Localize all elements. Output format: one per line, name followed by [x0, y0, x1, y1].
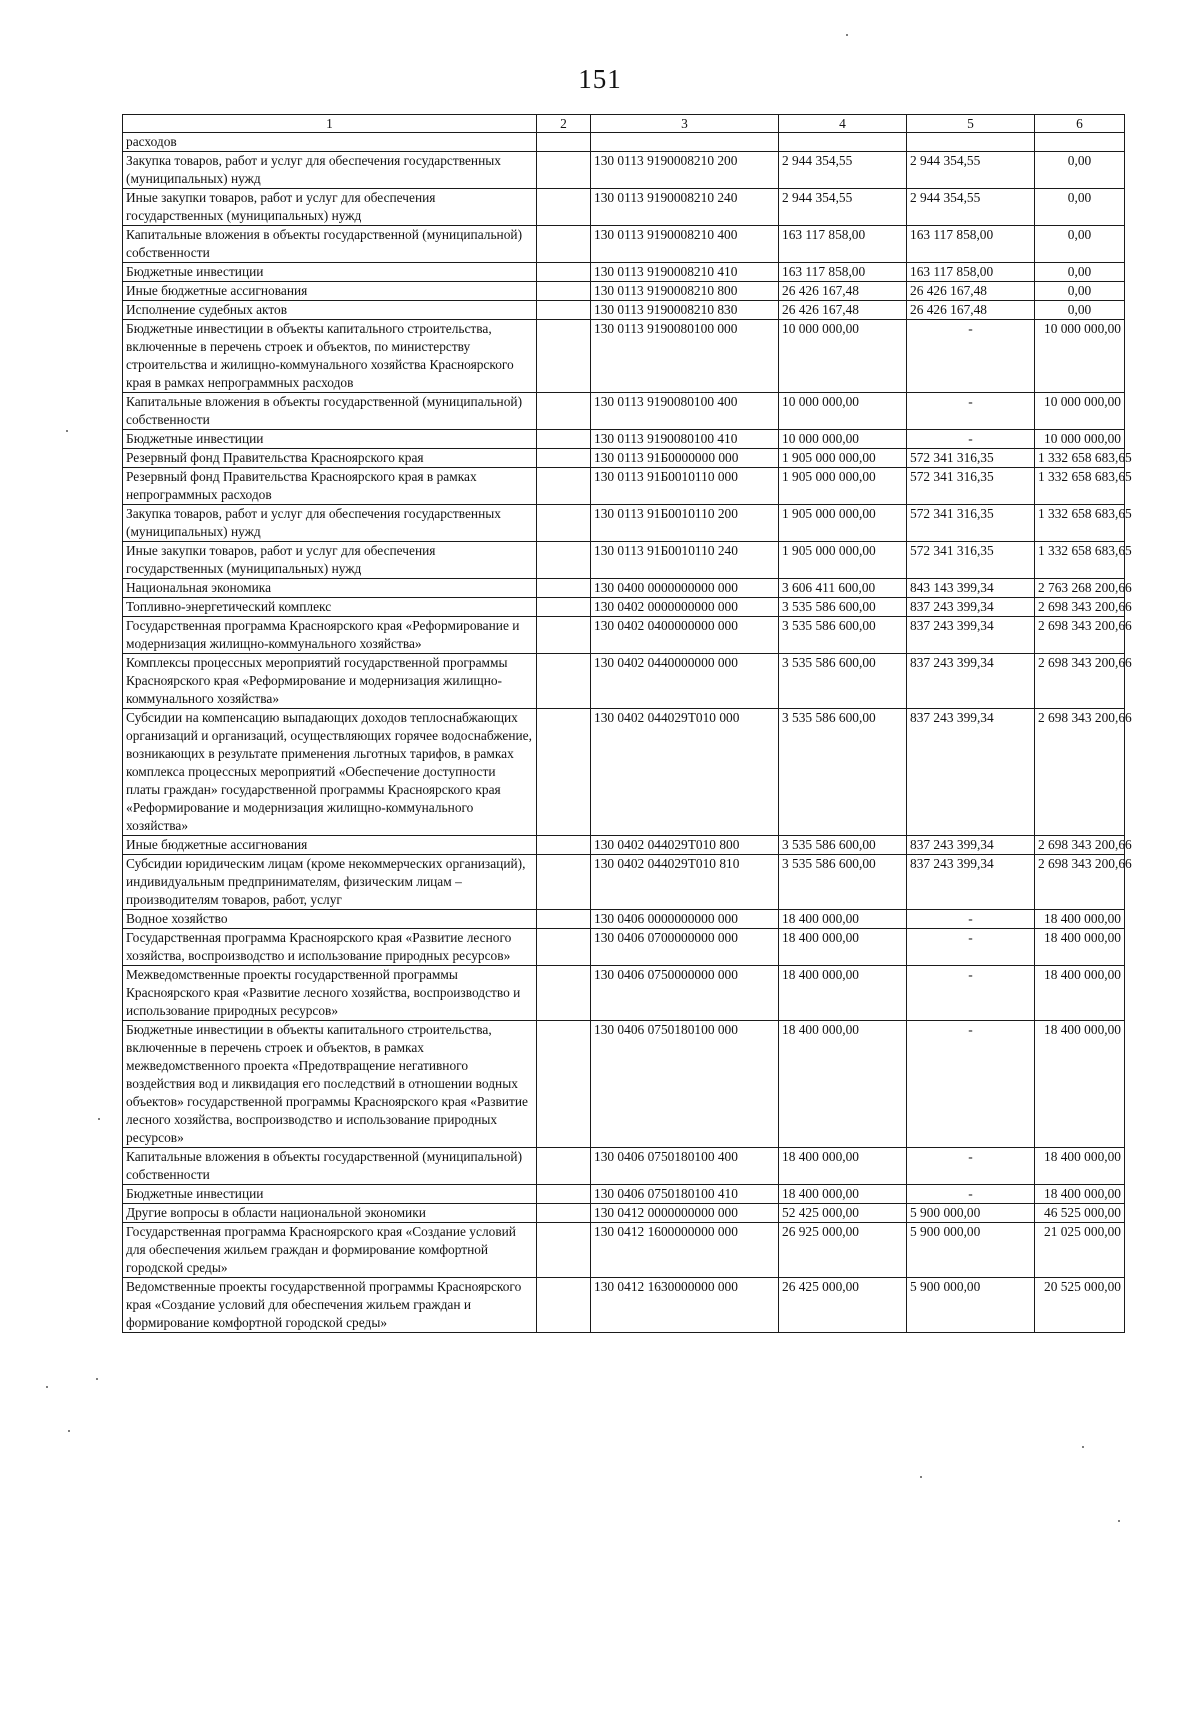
table-row: [123, 1185, 1125, 1204]
cell-amount-remaining: 0,00: [1035, 282, 1125, 301]
cell-amount-remaining: 2 763 268 200,66: [1035, 579, 1125, 598]
table-row: [123, 542, 1125, 579]
cell-amount-remaining: 18 400 000,00: [1035, 1021, 1125, 1148]
cell-col2: [537, 579, 591, 598]
cell-amount-total: 52 425 000,00: [779, 1204, 907, 1223]
cell-name: Бюджетные инвестиции в объекты капитального строительства, включенные в перечень строек и объектов, в рамках межведомственного проекта «Предотвращение негативного воздействия вод и ликвидация его последствий в отношении водных объектов» государственной программы Красноярского края «Развитие лесного хозяйства, воспроизводство и использование природных ресурсов»: [123, 1021, 537, 1148]
cell-code: 130 0406 0700000000 000: [591, 929, 779, 966]
scan-speck: [66, 430, 68, 432]
scan-speck: [1118, 1520, 1120, 1522]
table-row: [123, 709, 1125, 836]
cell-col2: [537, 1185, 591, 1204]
table-row: [123, 282, 1125, 301]
cell-code: 130 0113 91Б0010110 200: [591, 505, 779, 542]
cell-amount-total: 3 606 411 600,00: [779, 579, 907, 598]
table-row: [123, 1021, 1125, 1148]
cell-col2: [537, 449, 591, 468]
table-row: [123, 836, 1125, 855]
cell-amount-total: 3 535 586 600,00: [779, 855, 907, 910]
cell-name: Бюджетные инвестиции в объекты капитального строительства, включенные в перечень строек и объектов, по министерству строительства и жилищно-коммунального хозяйства Красноярского края в рамках непрограммных расходов: [123, 320, 537, 393]
cell-amount-used: 837 243 399,34: [907, 836, 1035, 855]
cell-amount-remaining: 2 698 343 200,66: [1035, 654, 1125, 709]
cell-amount-total: 3 535 586 600,00: [779, 617, 907, 654]
cell-col2: [537, 393, 591, 430]
table-row: [123, 393, 1125, 430]
cell-col2: [537, 542, 591, 579]
cell-code: 130 0400 0000000000 000: [591, 579, 779, 598]
cell-amount-total: 18 400 000,00: [779, 1148, 907, 1185]
cell-amount-used: 837 243 399,34: [907, 617, 1035, 654]
cell-amount-remaining: 1 332 658 683,65: [1035, 542, 1125, 579]
cell-code: 130 0113 91Б0010110 240: [591, 542, 779, 579]
cell-amount-total: 163 117 858,00: [779, 226, 907, 263]
cell-amount-remaining: 21 025 000,00: [1035, 1223, 1125, 1278]
cell-code: 130 0113 91Б0000000 000: [591, 449, 779, 468]
table-row: [123, 133, 1125, 152]
cell-code: 130 0402 044029Т010 000: [591, 709, 779, 836]
cell-name: Государственная программа Красноярского края «Создание условий для обеспечения жильем граждан и формирование комфортной городской среды»: [123, 1223, 537, 1278]
scan-speck: [46, 1386, 48, 1388]
cell-amount-used: -: [907, 320, 1035, 393]
cell-amount-used: 837 243 399,34: [907, 654, 1035, 709]
cell-amount-total: 163 117 858,00: [779, 263, 907, 282]
cell-amount-used: 572 341 316,35: [907, 542, 1035, 579]
cell-col2: [537, 189, 591, 226]
table-row: [123, 263, 1125, 282]
cell-amount-remaining: 1 332 658 683,65: [1035, 505, 1125, 542]
table-row: [123, 1278, 1125, 1333]
cell-amount-total: 3 535 586 600,00: [779, 654, 907, 709]
cell-col2: [537, 617, 591, 654]
cell-col2: [537, 468, 591, 505]
cell-amount-remaining: 18 400 000,00: [1035, 1148, 1125, 1185]
cell-amount-remaining: [1035, 133, 1125, 152]
table-row: [123, 579, 1125, 598]
cell-code: 130 0406 0750180100 000: [591, 1021, 779, 1148]
cell-name: Другие вопросы в области национальной экономики: [123, 1204, 537, 1223]
cell-amount-used: 5 900 000,00: [907, 1204, 1035, 1223]
cell-amount-total: 18 400 000,00: [779, 910, 907, 929]
cell-name: Иные бюджетные ассигнования: [123, 282, 537, 301]
cell-amount-total: 3 535 586 600,00: [779, 836, 907, 855]
cell-amount-remaining: 0,00: [1035, 263, 1125, 282]
cell-name: Ведомственные проекты государственной программы Красноярского края «Создание условий для обеспечения жильем граждан и формирование комфортной городской среды»: [123, 1278, 537, 1333]
scan-speck: [96, 1378, 98, 1380]
cell-code: 130 0412 1630000000 000: [591, 1278, 779, 1333]
cell-col2: [537, 709, 591, 836]
cell-code: 130 0113 9190008210 400: [591, 226, 779, 263]
cell-name: Национальная экономика: [123, 579, 537, 598]
cell-col2: [537, 301, 591, 320]
cell-amount-used: 572 341 316,35: [907, 505, 1035, 542]
cell-code: 130 0412 1600000000 000: [591, 1223, 779, 1278]
scan-speck: [68, 1430, 70, 1432]
cell-amount-total: 26 426 167,48: [779, 301, 907, 320]
cell-code: 130 0406 0750000000 000: [591, 966, 779, 1021]
cell-amount-total: 10 000 000,00: [779, 430, 907, 449]
table-row: [123, 320, 1125, 393]
cell-amount-used: 26 426 167,48: [907, 282, 1035, 301]
table-row: [123, 449, 1125, 468]
cell-amount-total: 2 944 354,55: [779, 152, 907, 189]
cell-amount-used: 5 900 000,00: [907, 1278, 1035, 1333]
cell-amount-remaining: 0,00: [1035, 152, 1125, 189]
cell-name: Субсидии юридическим лицам (кроме некоммерческих организаций), индивидуальным предпринимателям, физическим лицам – производителям товаров, работ, услуг: [123, 855, 537, 910]
cell-amount-remaining: 2 698 343 200,66: [1035, 855, 1125, 910]
cell-name: Государственная программа Красноярского края «Реформирование и модернизация жилищно-коммунального хозяйства»: [123, 617, 537, 654]
cell-amount-remaining: 0,00: [1035, 226, 1125, 263]
cell-amount-used: 2 944 354,55: [907, 152, 1035, 189]
cell-code: 130 0113 9190008210 410: [591, 263, 779, 282]
cell-amount-remaining: 18 400 000,00: [1035, 929, 1125, 966]
budget-table: [122, 114, 1132, 1333]
scan-speck: [98, 1118, 100, 1120]
cell-amount-used: 5 900 000,00: [907, 1223, 1035, 1278]
table-row: [123, 929, 1125, 966]
table-row: [123, 468, 1125, 505]
cell-col2: [537, 598, 591, 617]
cell-name: Бюджетные инвестиции: [123, 1185, 537, 1204]
cell-col2: [537, 966, 591, 1021]
column-header-1: 1: [123, 115, 537, 133]
table-row: [123, 910, 1125, 929]
cell-name: Комплексы процессных мероприятий государственной программы Красноярского края «Реформирование и модернизация жилищно-коммунального хозяйства»: [123, 654, 537, 709]
cell-name: Иные бюджетные ассигнования: [123, 836, 537, 855]
cell-code: 130 0113 9190080100 410: [591, 430, 779, 449]
cell-amount-used: 843 143 399,34: [907, 579, 1035, 598]
column-header-4: 4: [779, 115, 907, 133]
cell-amount-total: 18 400 000,00: [779, 966, 907, 1021]
header-row: [123, 115, 1125, 133]
table-row: [123, 430, 1125, 449]
cell-code: 130 0113 91Б0010110 000: [591, 468, 779, 505]
cell-amount-used: 572 341 316,35: [907, 468, 1035, 505]
column-header-5: 5: [907, 115, 1035, 133]
cell-amount-total: 18 400 000,00: [779, 1021, 907, 1148]
cell-amount-remaining: 18 400 000,00: [1035, 910, 1125, 929]
cell-amount-used: 26 426 167,48: [907, 301, 1035, 320]
cell-amount-total: 26 425 000,00: [779, 1278, 907, 1333]
scan-speck: [1082, 1446, 1084, 1448]
page-number: 151: [578, 64, 622, 94]
cell-name: Резервный фонд Правительства Красноярского края в рамках непрограммных расходов: [123, 468, 537, 505]
cell-col2: [537, 910, 591, 929]
cell-name: Капитальные вложения в объекты государственной (муниципальной) собственности: [123, 1148, 537, 1185]
cell-col2: [537, 320, 591, 393]
cell-amount-used: -: [907, 393, 1035, 430]
table-row: [123, 301, 1125, 320]
cell-col2: [537, 152, 591, 189]
cell-col2: [537, 1204, 591, 1223]
cell-amount-remaining: 1 332 658 683,65: [1035, 468, 1125, 505]
cell-code: [591, 133, 779, 152]
cell-col2: [537, 929, 591, 966]
cell-amount-remaining: 46 525 000,00: [1035, 1204, 1125, 1223]
cell-col2: [537, 263, 591, 282]
cell-code: 130 0402 0400000000 000: [591, 617, 779, 654]
cell-amount-used: -: [907, 430, 1035, 449]
table-row: [123, 505, 1125, 542]
cell-amount-used: [907, 133, 1035, 152]
cell-amount-total: 18 400 000,00: [779, 1185, 907, 1204]
cell-amount-remaining: 0,00: [1035, 301, 1125, 320]
cell-amount-total: 1 905 000 000,00: [779, 449, 907, 468]
cell-amount-used: 837 243 399,34: [907, 855, 1035, 910]
cell-name: Водное хозяйство: [123, 910, 537, 929]
cell-name: Резервный фонд Правительства Красноярского края: [123, 449, 537, 468]
cell-amount-remaining: 2 698 343 200,66: [1035, 836, 1125, 855]
cell-name: Бюджетные инвестиции: [123, 430, 537, 449]
cell-col2: [537, 133, 591, 152]
cell-code: 130 0402 044029Т010 810: [591, 855, 779, 910]
cell-amount-remaining: 2 698 343 200,66: [1035, 598, 1125, 617]
cell-amount-remaining: 10 000 000,00: [1035, 393, 1125, 430]
cell-amount-total: 1 905 000 000,00: [779, 505, 907, 542]
cell-code: 130 0113 9190080100 400: [591, 393, 779, 430]
cell-amount-remaining: 18 400 000,00: [1035, 966, 1125, 1021]
cell-col2: [537, 654, 591, 709]
table-body: [123, 133, 1132, 1333]
cell-code: 130 0406 0750180100 400: [591, 1148, 779, 1185]
cell-amount-total: 26 426 167,48: [779, 282, 907, 301]
scan-speck: [846, 34, 848, 36]
cell-col2: [537, 855, 591, 910]
cell-code: 130 0402 044029Т010 800: [591, 836, 779, 855]
cell-amount-used: 2 944 354,55: [907, 189, 1035, 226]
cell-name: Закупка товаров, работ и услуг для обеспечения государственных (муниципальных) нужд: [123, 505, 537, 542]
cell-col2: [537, 282, 591, 301]
cell-col2: [537, 226, 591, 263]
cell-name: Топливно-энергетический комплекс: [123, 598, 537, 617]
cell-amount-total: 1 905 000 000,00: [779, 542, 907, 579]
cell-amount-total: 26 925 000,00: [779, 1223, 907, 1278]
cell-col2: [537, 1148, 591, 1185]
cell-amount-used: 163 117 858,00: [907, 263, 1035, 282]
cell-amount-used: 837 243 399,34: [907, 598, 1035, 617]
column-header-6: 6: [1035, 115, 1125, 133]
table-row: [123, 189, 1125, 226]
cell-name: Закупка товаров, работ и услуг для обеспечения государственных (муниципальных) нужд: [123, 152, 537, 189]
cell-amount-total: 10 000 000,00: [779, 393, 907, 430]
cell-name: Исполнение судебных актов: [123, 301, 537, 320]
table-row: [123, 598, 1125, 617]
table-row: [123, 1223, 1125, 1278]
cell-name: Межведомственные проекты государственной программы Красноярского края «Развитие лесного хозяйства, воспроизводство и использование природных ресурсов»: [123, 966, 537, 1021]
cell-amount-total: 1 905 000 000,00: [779, 468, 907, 505]
cell-col2: [537, 430, 591, 449]
cell-name: расходов: [123, 133, 537, 152]
table-row: [123, 226, 1125, 263]
cell-amount-total: 3 535 586 600,00: [779, 709, 907, 836]
cell-code: 130 0406 0750180100 410: [591, 1185, 779, 1204]
cell-name: Иные закупки товаров, работ и услуг для обеспечения государственных (муниципальных) нужд: [123, 542, 537, 579]
cell-amount-remaining: 18 400 000,00: [1035, 1185, 1125, 1204]
cell-amount-used: -: [907, 910, 1035, 929]
cell-amount-remaining: 2 698 343 200,66: [1035, 709, 1125, 836]
cell-col2: [537, 505, 591, 542]
cell-amount-used: -: [907, 966, 1035, 1021]
cell-amount-remaining: 2 698 343 200,66: [1035, 617, 1125, 654]
scan-speck: [920, 1476, 922, 1478]
cell-amount-used: -: [907, 1148, 1035, 1185]
cell-name: Иные закупки товаров, работ и услуг для обеспечения государственных (муниципальных) нужд: [123, 189, 537, 226]
cell-amount-used: 163 117 858,00: [907, 226, 1035, 263]
cell-amount-remaining: 1 332 658 683,65: [1035, 449, 1125, 468]
cell-amount-used: -: [907, 1021, 1035, 1148]
cell-amount-total: 3 535 586 600,00: [779, 598, 907, 617]
cell-code: 130 0113 9190008210 200: [591, 152, 779, 189]
table-row: [123, 1148, 1125, 1185]
cell-amount-total: 2 944 354,55: [779, 189, 907, 226]
cell-name: Государственная программа Красноярского края «Развитие лесного хозяйства, воспроизводство и использование природных ресурсов»: [123, 929, 537, 966]
table-row: [123, 654, 1125, 709]
cell-name: Субсидии на компенсацию выпадающих доходов теплоснабжающих организаций и организаций, осуществляющих горячее водоснабжение, возникающих в результате применения льготных тарифов, в рамках комплекса процессных мероприятий «Обеспечение доступности платы граждан» государственной программы Красноярского края «Реформирование и модернизация жилищно-коммунального хозяйства»: [123, 709, 537, 836]
cell-code: 130 0406 0000000000 000: [591, 910, 779, 929]
cell-code: 130 0113 9190008210 240: [591, 189, 779, 226]
table-row: [123, 966, 1125, 1021]
cell-name: Капитальные вложения в объекты государственной (муниципальной) собственности: [123, 226, 537, 263]
cell-amount-remaining: 10 000 000,00: [1035, 430, 1125, 449]
cell-name: Капитальные вложения в объекты государственной (муниципальной) собственности: [123, 393, 537, 430]
cell-code: 130 0402 0000000000 000: [591, 598, 779, 617]
cell-amount-remaining: 10 000 000,00: [1035, 320, 1125, 393]
cell-amount-used: 837 243 399,34: [907, 709, 1035, 836]
cell-amount-total: 18 400 000,00: [779, 929, 907, 966]
table-row: [123, 1204, 1125, 1223]
cell-amount-used: -: [907, 1185, 1035, 1204]
cell-amount-total: 10 000 000,00: [779, 320, 907, 393]
cell-amount-used: -: [907, 929, 1035, 966]
cell-amount-total: [779, 133, 907, 152]
cell-col2: [537, 1278, 591, 1333]
table-row: [123, 617, 1125, 654]
column-header-2: 2: [537, 115, 591, 133]
cell-code: 130 0412 0000000000 000: [591, 1204, 779, 1223]
cell-code: 130 0402 0440000000 000: [591, 654, 779, 709]
cell-name: Бюджетные инвестиции: [123, 263, 537, 282]
cell-amount-used: 572 341 316,35: [907, 449, 1035, 468]
cell-col2: [537, 1021, 591, 1148]
column-header-3: 3: [591, 115, 779, 133]
table-row: [123, 855, 1125, 910]
table-header: [123, 115, 1125, 133]
cell-col2: [537, 1223, 591, 1278]
cell-amount-remaining: 20 525 000,00: [1035, 1278, 1125, 1333]
cell-amount-remaining: 0,00: [1035, 189, 1125, 226]
table-row: [123, 152, 1125, 189]
cell-code: 130 0113 9190080100 000: [591, 320, 779, 393]
cell-code: 130 0113 9190008210 800: [591, 282, 779, 301]
cell-col2: [537, 836, 591, 855]
cell-code: 130 0113 9190008210 830: [591, 301, 779, 320]
